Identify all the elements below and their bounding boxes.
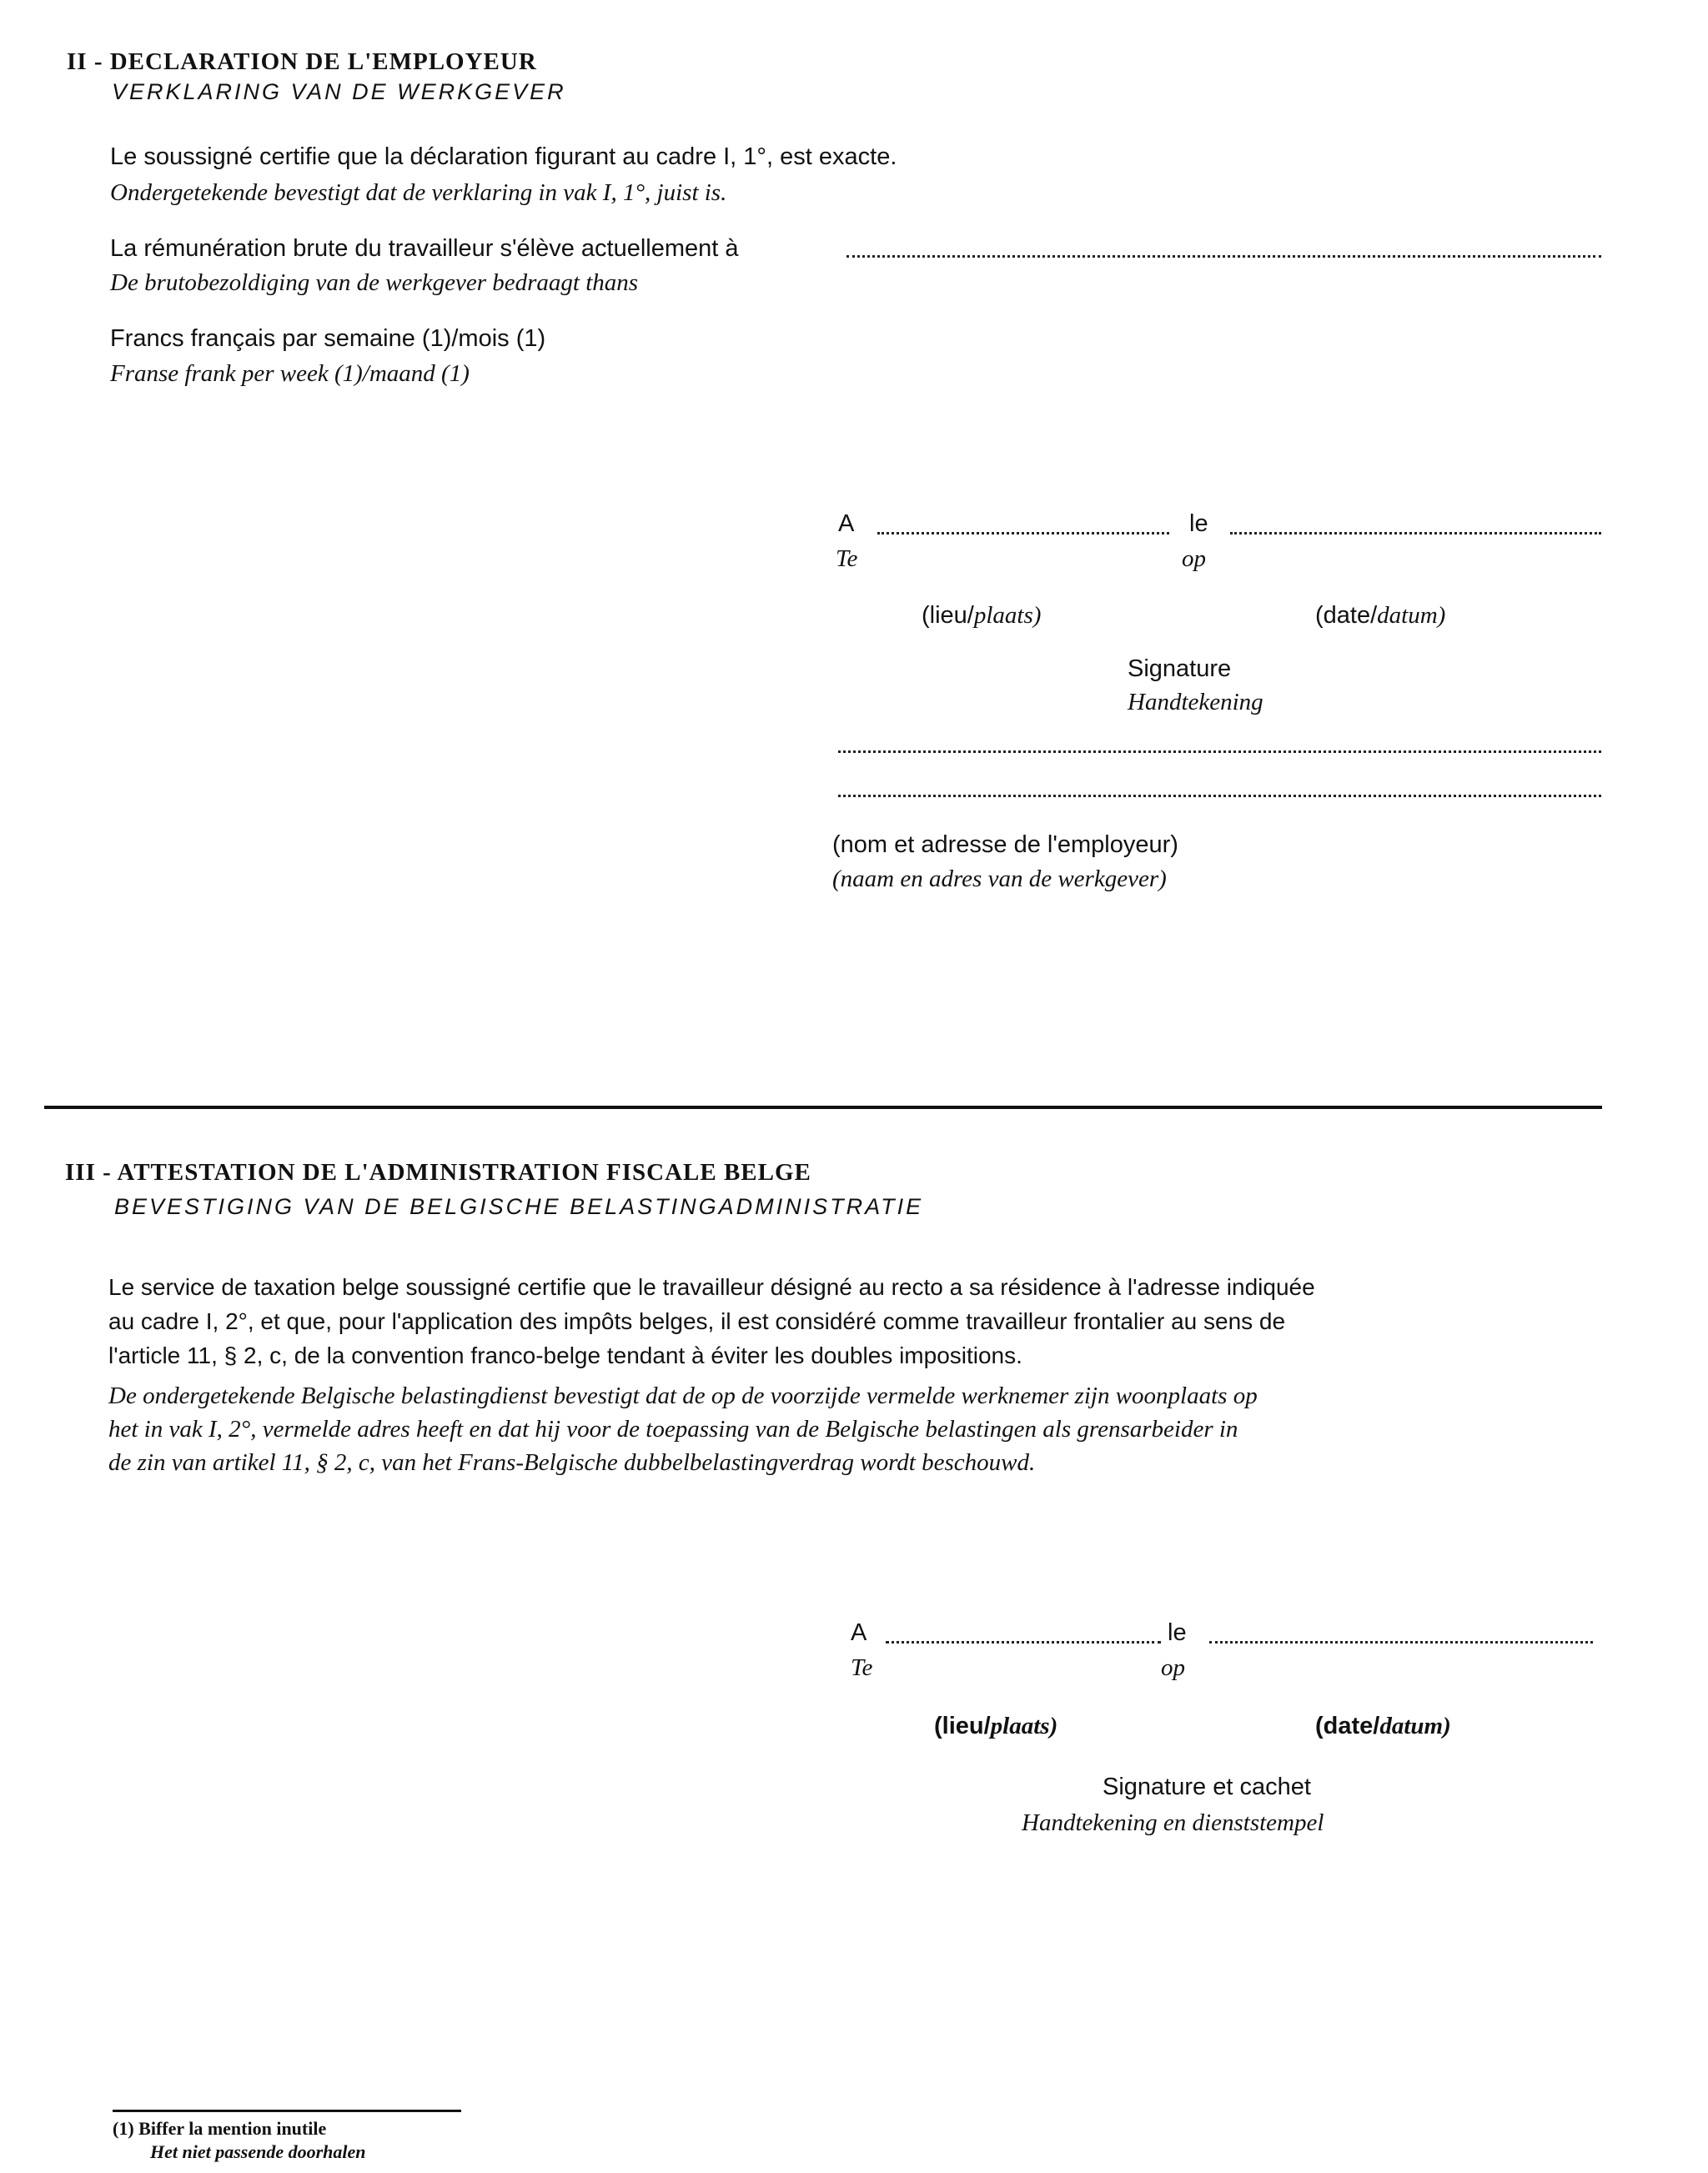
date-caption-nl: datum) xyxy=(1379,1713,1451,1739)
employer-nl: (naam en adres van de werkgever) xyxy=(832,866,1167,892)
employer-line-2[interactable] xyxy=(838,795,1601,797)
section-divider xyxy=(44,1106,1602,1109)
place-a-label: A xyxy=(838,510,855,537)
date-le-label: le xyxy=(1189,510,1208,537)
date-caption-fr: (date/ xyxy=(1315,1713,1380,1739)
date-caption xyxy=(1315,602,1445,630)
attestation-fr-line: au cadre I, 2°, et que, pour l'application des impôts belges, il est considéré comme travailleur frontalier au sens de xyxy=(108,1308,1286,1334)
signature-nl: Handtekening xyxy=(1128,689,1263,715)
section2-heading: II - DECLARATION DE L'EMPLOYEUR xyxy=(67,48,537,75)
remun-nl: De brutobezoldiging van de werkgever bedraagt thans xyxy=(110,269,639,296)
signature-fr: Signature et cachet xyxy=(1103,1774,1311,1800)
footnote-rule xyxy=(113,2110,461,2112)
attestation-fr-line: l'article 11, § 2, c, de la convention franco-belge tendant à éviter les doubles impositions. xyxy=(108,1342,1022,1368)
attestation-nl-line: het in vak I, 2°, vermelde adres heeft en dat hij voor de toepassing van de Belgische belastingen als grensarbeider in xyxy=(108,1416,1238,1443)
remun-amount-field[interactable] xyxy=(846,255,1601,258)
section3-subheading: BEVESTIGING VAN DE BELGISCHE BELASTINGADMINISTRATIE xyxy=(114,1194,924,1219)
attestation-nl-line: De ondergetekende Belgische belastingdienst bevestigt dat de op de voorzijde vermelde werknemer zijn woonplaats op xyxy=(108,1383,1258,1409)
francs-nl: Franse frank per week (1)/maand (1) xyxy=(110,360,470,387)
lieu-caption-fr: (lieu/ xyxy=(934,1713,991,1739)
date-field[interactable] xyxy=(1230,532,1601,534)
date-caption xyxy=(1315,1713,1451,1740)
place-te-label: Te xyxy=(836,545,858,572)
lieu-caption-nl: plaats) xyxy=(973,602,1042,629)
attestation-nl-line: de zin van artikel 11, § 2, c, van het Frans-Belgische dubbelbelastingverdrag wordt beschouwd. xyxy=(108,1449,1036,1476)
signature-nl: Handtekening en dienststempel xyxy=(1022,1809,1324,1836)
francs-fr: Francs français par semaine (1)/mois (1) xyxy=(110,325,546,352)
date-op-label: op xyxy=(1182,545,1206,572)
place-a-label: A xyxy=(851,1619,867,1646)
section2-subheading: VERKLARING VAN DE WERKGEVER xyxy=(112,79,566,104)
date-caption-nl: datum) xyxy=(1377,602,1446,629)
date-op-label: op xyxy=(1161,1654,1185,1681)
date-field[interactable] xyxy=(1209,1641,1593,1644)
signature-fr: Signature xyxy=(1128,655,1232,682)
remun-fr: La rémunération brute du travailleur s'élève actuellement à xyxy=(110,235,739,262)
employer-line-1[interactable] xyxy=(838,750,1601,753)
lieu-caption xyxy=(934,1713,1057,1740)
lieu-caption-nl: plaats) xyxy=(990,1713,1058,1739)
section3-heading: III - ATTESTATION DE L'ADMINISTRATION FISCALE BELGE xyxy=(65,1159,811,1186)
place-field[interactable] xyxy=(877,532,1169,534)
attestation-fr xyxy=(108,1270,1593,1373)
cert-nl: Ondergetekende bevestigt dat de verklaring in vak I, 1°, juist is. xyxy=(110,179,727,206)
footnote-fr: (1) Biffer la mention inutile xyxy=(113,2118,327,2139)
footnote-nl: Het niet passende doorhalen xyxy=(150,2141,366,2162)
place-field[interactable] xyxy=(886,1641,1161,1644)
lieu-caption-fr: (lieu/ xyxy=(922,602,974,629)
lieu-caption xyxy=(922,602,1041,630)
cert-fr: Le soussigné certifie que la déclaration figurant au cadre I, 1°, est exacte. xyxy=(110,143,897,170)
place-te-label: Te xyxy=(851,1654,873,1681)
date-le-label: le xyxy=(1168,1619,1187,1646)
attestation-fr-line: Le service de taxation belge soussigné certifie que le travailleur désigné au recto a sa résidence à l'adresse indiquée xyxy=(108,1274,1315,1300)
attestation-nl xyxy=(108,1379,1593,1479)
employer-fr: (nom et adresse de l'employeur) xyxy=(832,831,1178,858)
date-caption-fr: (date/ xyxy=(1315,602,1378,629)
